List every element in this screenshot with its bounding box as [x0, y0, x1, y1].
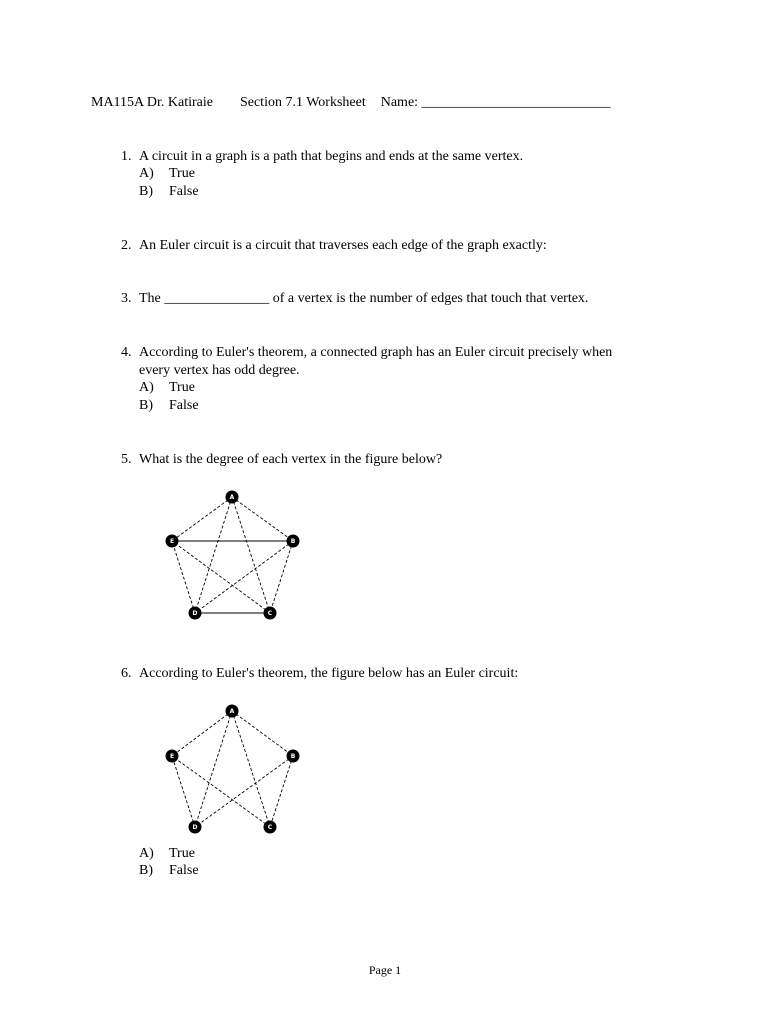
- edge-a-e: [172, 711, 232, 756]
- page-number: Page 1: [368, 963, 402, 977]
- option-text: False: [169, 184, 199, 199]
- edge-b-d: [195, 756, 293, 827]
- question-line: What is the degree of each vertex in the figure below?: [139, 452, 443, 467]
- option-letter: A): [139, 846, 154, 861]
- vertex-b: [287, 750, 300, 763]
- vertex-e: [166, 750, 179, 763]
- section-title: Section 7.1 Worksheet: [239, 95, 366, 110]
- edge-a-d: [195, 711, 232, 827]
- vertex-label: C: [267, 824, 273, 831]
- vertex-label: B: [290, 753, 296, 760]
- edge-a-c: [232, 711, 270, 827]
- question-line: The _______________ of a vertex is the number of edges that touch that vertex.: [139, 291, 589, 306]
- question-line: An Euler circuit is a circuit that traverses each edge of the graph exactly:: [139, 238, 547, 253]
- option-text: True: [169, 846, 195, 861]
- question-number: 2.: [121, 238, 132, 253]
- vertex-label: E: [169, 538, 175, 545]
- name-field: Name: ___________________________: [380, 95, 611, 110]
- vertex-label: D: [192, 824, 198, 831]
- vertex-label: B: [290, 538, 296, 545]
- vertex-label: A: [229, 708, 235, 715]
- option-letter: B): [139, 184, 153, 199]
- vertex-c: [264, 821, 277, 834]
- option-text: False: [169, 863, 199, 878]
- vertex-a: [226, 705, 239, 718]
- question-number: 1.: [121, 149, 132, 164]
- question-number: 5.: [121, 452, 132, 467]
- vertex-label: D: [192, 610, 198, 617]
- option-text: True: [169, 380, 195, 395]
- course-title: MA115A Dr. Katiraie: [91, 95, 213, 110]
- option-letter: B): [139, 398, 153, 413]
- edge-d-e: [172, 756, 195, 827]
- question-line: A circuit in a graph is a path that begins and ends at the same vertex.: [139, 149, 524, 164]
- edge-a-b: [232, 711, 293, 756]
- edge-b-c: [270, 756, 293, 827]
- option-letter: A): [139, 166, 154, 181]
- question-number: 3.: [121, 291, 132, 306]
- vertex-label: E: [169, 753, 175, 760]
- vertex-label: A: [229, 494, 235, 501]
- question-number: 4.: [121, 345, 132, 360]
- option-text: False: [169, 398, 199, 413]
- question-line-continued: every vertex has odd degree.: [139, 363, 300, 378]
- option-letter: A): [139, 380, 154, 395]
- option-text: True: [169, 166, 195, 181]
- vertex-label: C: [267, 610, 273, 617]
- question-line: According to Euler's theorem, a connected graph has an Euler circuit precisely when: [139, 345, 613, 360]
- question-number: 6.: [121, 666, 132, 681]
- vertex-d: [189, 821, 202, 834]
- edge-c-e: [172, 756, 270, 827]
- question-line: According to Euler's theorem, the figure below has an Euler circuit:: [139, 666, 519, 681]
- option-letter: B): [139, 863, 153, 878]
